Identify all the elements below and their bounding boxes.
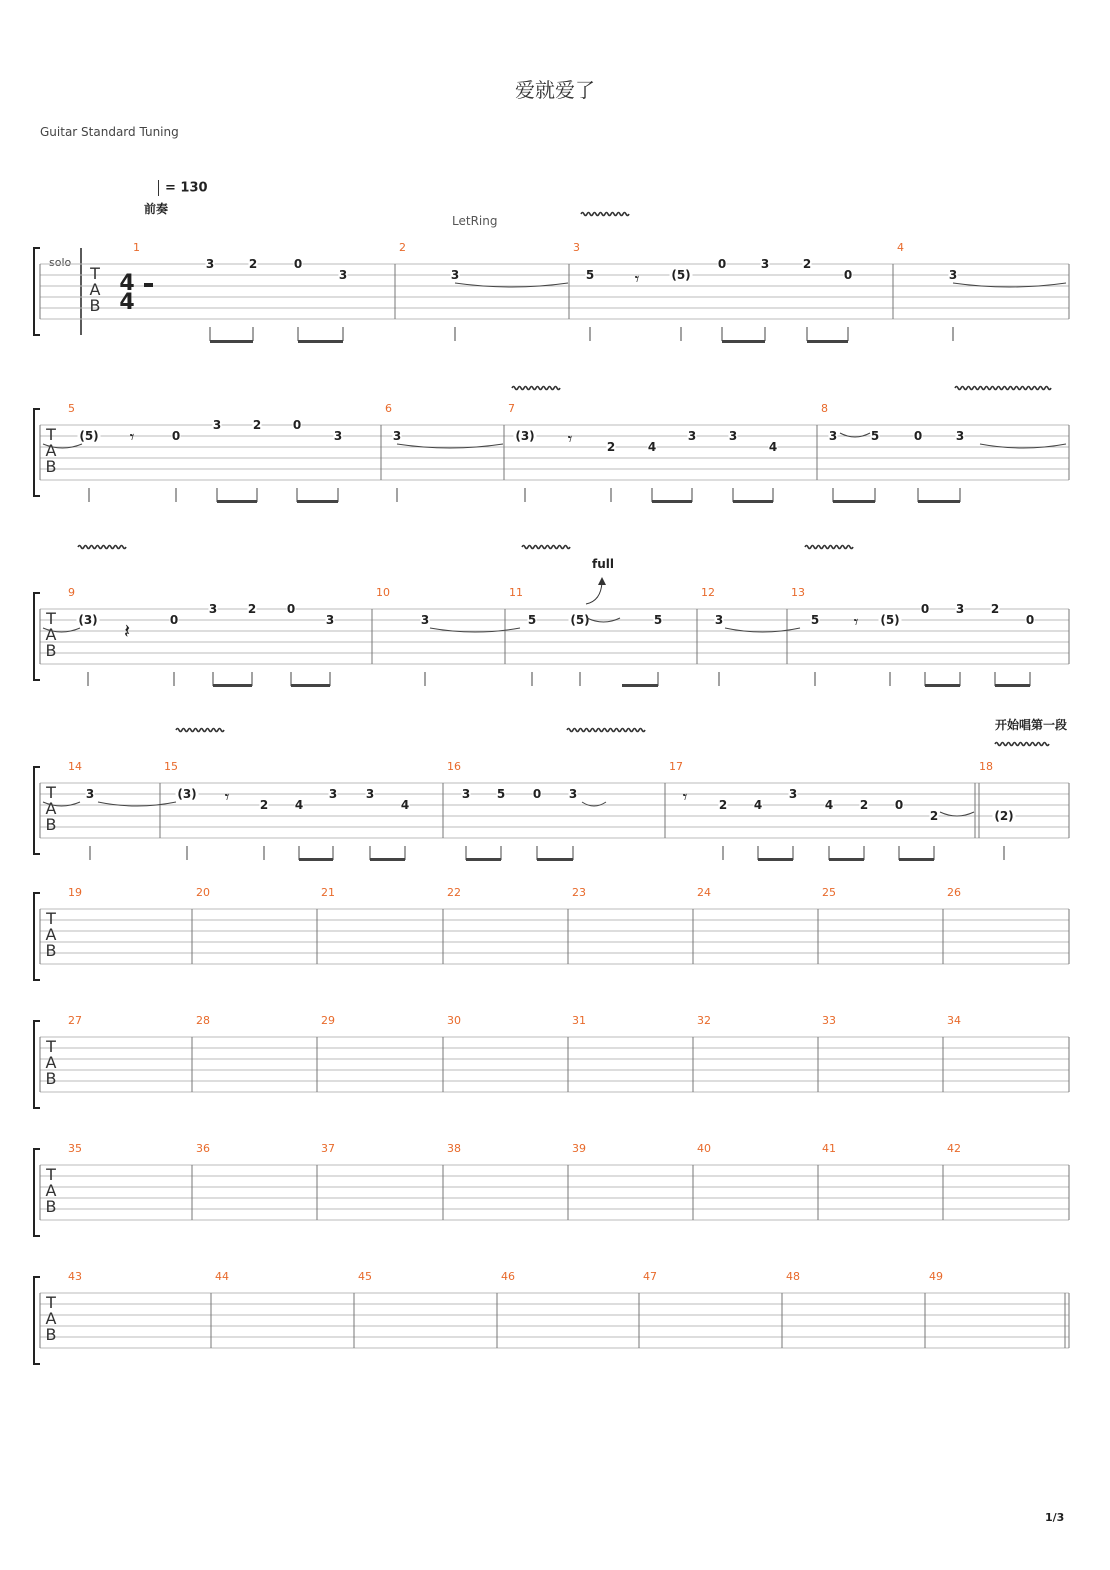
page-number: 1/3: [1045, 1511, 1065, 1524]
fret-number: (5): [671, 268, 691, 282]
eighth-rest: 𝄾: [853, 612, 859, 633]
measure-number: 48: [786, 1270, 800, 1283]
song-title: 爱就爱了: [515, 78, 595, 102]
measure-number: 23: [572, 886, 586, 899]
fret-number: 2: [859, 798, 869, 812]
fret-number: 0: [169, 613, 179, 627]
fret-number: 2: [929, 809, 939, 823]
fret-number: 3: [85, 787, 95, 801]
fret-number: 4: [768, 440, 778, 454]
beam: [995, 684, 1030, 687]
beam: [652, 500, 692, 503]
fret-number: 0: [532, 787, 542, 801]
tab-clef-letter: T: [46, 609, 56, 628]
fret-number: 2: [252, 418, 262, 432]
fret-number: 3: [955, 429, 965, 443]
fret-number: (2): [994, 809, 1014, 823]
fret-number: 3: [212, 418, 222, 432]
beam: [297, 500, 338, 503]
fret-number: 5: [585, 268, 595, 282]
measure-number: 39: [572, 1142, 586, 1155]
fret-number: 5: [810, 613, 820, 627]
measure-number: 8: [821, 402, 828, 415]
fret-number: 5: [870, 429, 880, 443]
measure-number: 24: [697, 886, 711, 899]
fret-number: 3: [208, 602, 218, 616]
measure-number: 22: [447, 886, 461, 899]
fret-number: (3): [177, 787, 197, 801]
measure-number: 34: [947, 1014, 961, 1027]
system-bracket: [34, 1021, 40, 1108]
beam: [918, 500, 960, 503]
measure-number: 30: [447, 1014, 461, 1027]
fret-number: 3: [948, 268, 958, 282]
tab-clef-letter: A: [45, 1309, 57, 1328]
beam: [807, 340, 848, 343]
fret-number: 3: [392, 429, 402, 443]
tab-clef-letter: B: [45, 641, 57, 660]
measure-number: 3: [573, 241, 580, 254]
half-rest: [144, 283, 153, 287]
tab-clef-letter: B: [45, 1325, 57, 1344]
measure-number: 36: [196, 1142, 210, 1155]
bend-curve: [586, 582, 602, 604]
beam: [733, 500, 773, 503]
measure-number: 10: [376, 586, 390, 599]
eighth-rest: 𝄾: [682, 787, 688, 808]
fret-number: 3: [420, 613, 430, 627]
beam: [299, 858, 333, 861]
tab-clef-letter: T: [46, 909, 56, 928]
beam: [622, 684, 658, 687]
fret-number: 0: [894, 798, 904, 812]
measure-number: 49: [929, 1270, 943, 1283]
measure-number: 33: [822, 1014, 836, 1027]
measure-number: 6: [385, 402, 392, 415]
fret-number: 3: [828, 429, 838, 443]
vibrato-mark: [955, 387, 1051, 390]
fret-number: 3: [687, 429, 697, 443]
fret-number: 3: [568, 787, 578, 801]
fret-number: 4: [753, 798, 763, 812]
vibrato-mark: [512, 387, 560, 390]
fret-number: 0: [1025, 613, 1035, 627]
system-3: [34, 586, 1069, 686]
measure-number: 41: [822, 1142, 836, 1155]
measure-number: 47: [643, 1270, 657, 1283]
measure-number: 4: [897, 241, 904, 254]
fret-number: 4: [824, 798, 834, 812]
fret-number: 4: [294, 798, 304, 812]
measure-number: 17: [669, 760, 683, 773]
measure-number: 26: [947, 886, 961, 899]
tab-clef-letter: B: [45, 815, 57, 834]
tab-clef-letter: B: [45, 1197, 57, 1216]
vibrato-mark: [78, 546, 126, 549]
tab-clef-letter: T: [90, 264, 100, 283]
measure-number: 1: [133, 241, 140, 254]
measure-number: 7: [508, 402, 515, 415]
tab-clef-letter: A: [45, 1053, 57, 1072]
fret-number: 4: [400, 798, 410, 812]
tempo-value: = 130: [165, 180, 208, 196]
fret-number: 3: [325, 613, 335, 627]
measure-number: 35: [68, 1142, 82, 1155]
fret-number: (3): [515, 429, 535, 443]
measure-number: 40: [697, 1142, 711, 1155]
fret-number: 3: [205, 257, 215, 271]
fret-number: 3: [461, 787, 471, 801]
fret-number: 0: [171, 429, 181, 443]
fret-number: 0: [717, 257, 727, 271]
measure-number: 20: [196, 886, 210, 899]
fret-number: 3: [365, 787, 375, 801]
tab-clef-letter: T: [46, 1037, 56, 1056]
time-signature-top: 4: [119, 271, 135, 296]
track-name: solo: [49, 256, 72, 269]
beam: [291, 684, 330, 687]
tab-clef-letter: A: [45, 625, 57, 644]
eighth-rest: 𝄾: [567, 429, 573, 450]
tab-clef-letter: B: [45, 457, 57, 476]
system-5: [34, 886, 1069, 980]
system-bracket: [34, 409, 40, 496]
tuning-label: Guitar Standard Tuning: [40, 125, 179, 139]
measure-number: 15: [164, 760, 178, 773]
tab-clef-letter: A: [45, 441, 57, 460]
vibrato-mark: [805, 546, 853, 549]
section-intro-label: 前奏: [144, 202, 169, 216]
eighth-rest: 𝄾: [224, 787, 230, 808]
fret-number: 0: [292, 418, 302, 432]
system-bracket: [34, 593, 40, 680]
fret-number: (5): [79, 429, 99, 443]
tab-clef-letter: B: [89, 296, 101, 315]
fret-number: 0: [913, 429, 923, 443]
fret-number: 3: [333, 429, 343, 443]
vibrato-mark: [995, 743, 1049, 746]
tab-clef-letter: A: [89, 280, 101, 299]
beam: [899, 858, 934, 861]
measure-number: 18: [979, 760, 993, 773]
system-1: [34, 241, 1069, 341]
fret-number: 2: [718, 798, 728, 812]
beam: [722, 340, 765, 343]
fret-number: 2: [259, 798, 269, 812]
vibrato-mark: [176, 729, 224, 732]
system-6: [34, 1014, 1069, 1108]
tab-clef-letter: T: [46, 1165, 56, 1184]
measure-number: 46: [501, 1270, 515, 1283]
measure-number: 21: [321, 886, 335, 899]
fret-number: 3: [955, 602, 965, 616]
quarter-rest: 𝄽: [123, 619, 131, 643]
system-bracket: [34, 1149, 40, 1236]
beam: [758, 858, 793, 861]
measure-number: 38: [447, 1142, 461, 1155]
fret-number: (5): [570, 613, 590, 627]
measure-number: 9: [68, 586, 75, 599]
time-signature-bottom: 4: [119, 290, 135, 315]
beam: [537, 858, 573, 861]
beam: [370, 858, 405, 861]
fret-number: 2: [247, 602, 257, 616]
measure-number: 12: [701, 586, 715, 599]
tab-clef-letter: T: [46, 425, 56, 444]
system-bracket: [34, 248, 40, 335]
eighth-rest: 𝄾: [634, 269, 640, 290]
measure-number: 14: [68, 760, 82, 773]
beam: [829, 858, 864, 861]
fret-number: 2: [606, 440, 616, 454]
fret-number: 3: [714, 613, 724, 627]
measure-number: 31: [572, 1014, 586, 1027]
measure-number: 16: [447, 760, 461, 773]
fret-number: 5: [653, 613, 663, 627]
measure-number: 29: [321, 1014, 335, 1027]
measure-number: 45: [358, 1270, 372, 1283]
fret-number: (5): [880, 613, 900, 627]
system-4: [34, 760, 1069, 860]
measure-number: 27: [68, 1014, 82, 1027]
system-bracket: [34, 1277, 40, 1364]
tab-clef-letter: A: [45, 925, 57, 944]
measure-number: 13: [791, 586, 805, 599]
fret-number: 3: [788, 787, 798, 801]
measure-number: 32: [697, 1014, 711, 1027]
bend-arrow-icon: [598, 577, 606, 585]
measure-number: 37: [321, 1142, 335, 1155]
tie-arc: [940, 812, 974, 816]
system-7: [34, 1142, 1069, 1236]
fret-number: 3: [760, 257, 770, 271]
bend-label: full: [592, 557, 614, 571]
fret-number: 2: [248, 257, 258, 271]
fret-number: 3: [728, 429, 738, 443]
fret-number: (3): [78, 613, 98, 627]
fret-number: 4: [647, 440, 657, 454]
measure-number: 28: [196, 1014, 210, 1027]
measure-number: 2: [399, 241, 406, 254]
system-bracket: [34, 893, 40, 980]
system-bracket: [34, 767, 40, 854]
fret-number: 5: [527, 613, 537, 627]
tab-clef-letter: A: [45, 1181, 57, 1200]
fret-number: 0: [843, 268, 853, 282]
fret-number: 5: [496, 787, 506, 801]
system-8: [34, 1270, 1069, 1364]
beam: [466, 858, 501, 861]
fret-number: 2: [990, 602, 1000, 616]
beam: [217, 500, 257, 503]
tab-clef-letter: A: [45, 799, 57, 818]
vibrato-mark: [522, 546, 570, 549]
tab-clef-letter: T: [46, 1293, 56, 1312]
beam: [213, 684, 252, 687]
measure-number: 43: [68, 1270, 82, 1283]
vibrato-mark: [567, 729, 645, 732]
beam: [210, 340, 253, 343]
section-verse-label: 开始唱第一段: [995, 718, 1068, 732]
measure-number: 42: [947, 1142, 961, 1155]
fret-number: 3: [328, 787, 338, 801]
tab-clef-letter: B: [45, 1069, 57, 1088]
let-ring-label: LetRing: [452, 214, 498, 228]
measure-number: 44: [215, 1270, 229, 1283]
beam: [925, 684, 960, 687]
measure-number: 25: [822, 886, 836, 899]
fret-number: 3: [450, 268, 460, 282]
fret-number: 2: [802, 257, 812, 271]
fret-number: 3: [338, 268, 348, 282]
measure-number: 5: [68, 402, 75, 415]
beam: [833, 500, 875, 503]
vibrato-mark: [581, 213, 629, 216]
eighth-rest: 𝄾: [129, 427, 135, 448]
tab-clef-letter: T: [46, 783, 56, 802]
tab-clef-letter: B: [45, 941, 57, 960]
measure-number: 19: [68, 886, 82, 899]
beam: [298, 340, 343, 343]
fret-number: 0: [293, 257, 303, 271]
fret-number: 0: [920, 602, 930, 616]
measure-number: 11: [509, 586, 523, 599]
system-2: [34, 402, 1069, 502]
fret-number: 0: [286, 602, 296, 616]
